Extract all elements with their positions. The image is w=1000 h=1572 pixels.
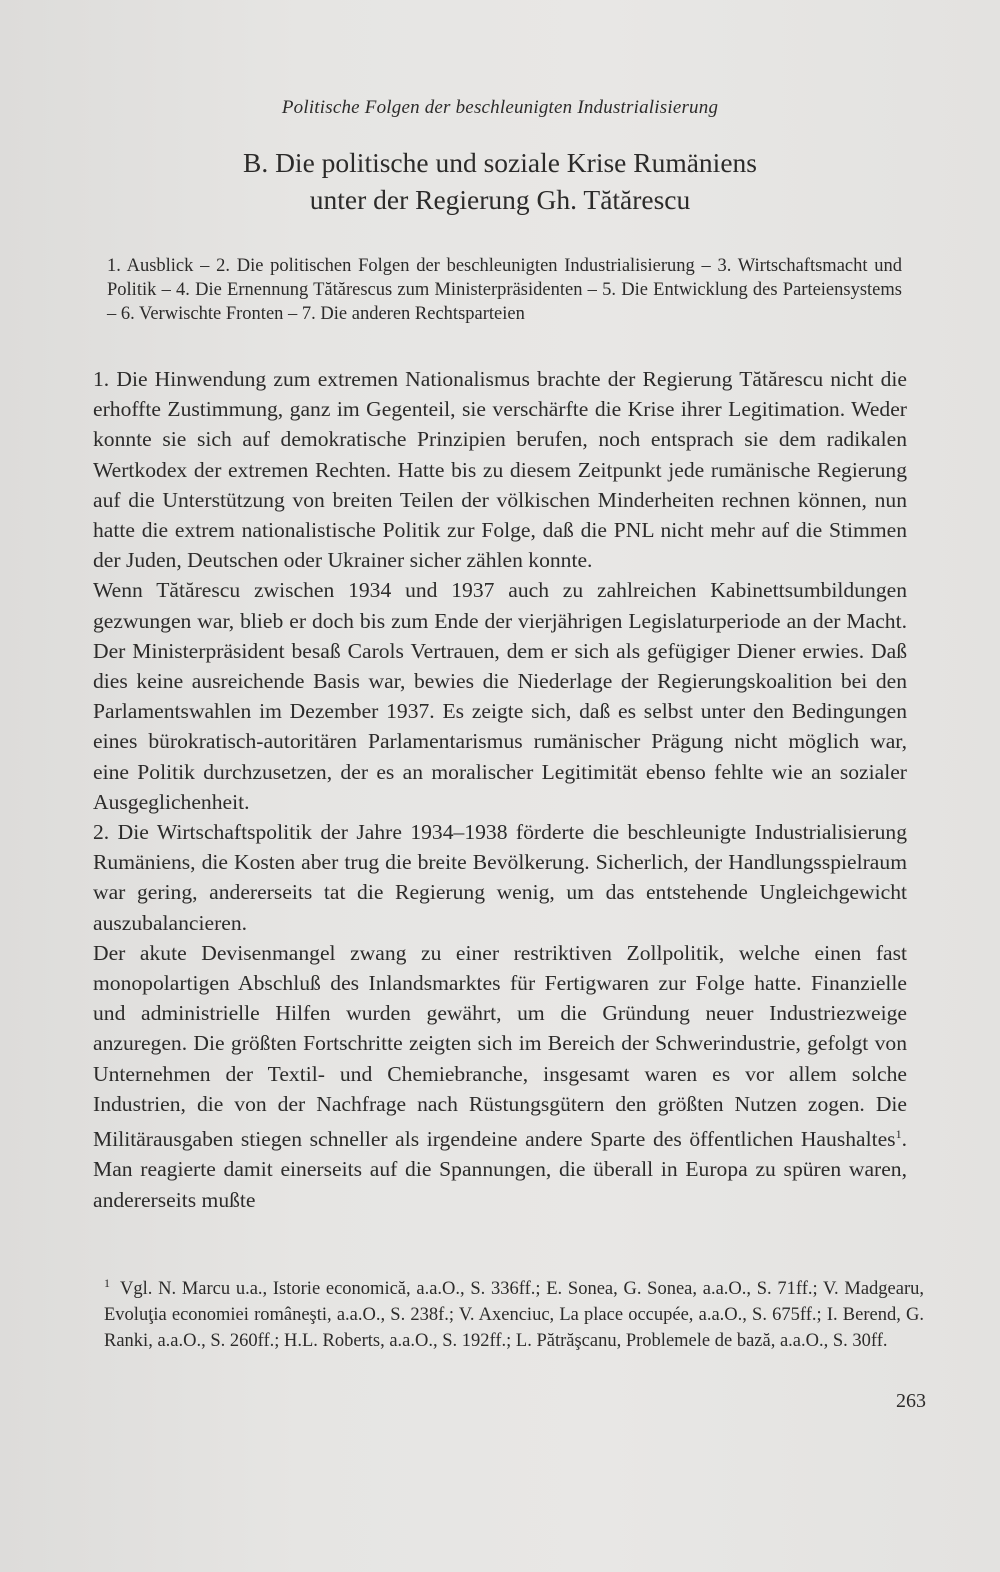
chapter-title-line-2: unter der Regierung Gh. Tătărescu: [309, 184, 691, 215]
footnote: [104, 1270, 924, 1354]
paragraph-4-tail: . Man reagierte damit einerseits: [93, 1127, 907, 1182]
chapter-title: [0, 144, 1000, 218]
paragraph-2: Wenn Tătărescu zwischen 1934 und 1937 auch zu zahlreichen Kabinettsumbildungen gezwungen war, blieb er doch bis zum Ende der vierjährigen Legislaturperiode an der Macht. Der Ministerpräsident besaß Carols Vertrauen, dem er sich als gefügiger Diener erwies. Daß dies keine ausreichende Basis war, bewies die Niederlage der Regierungskoalition bei den Parlamentswahlen im Dezember 1937. Es zeigte sich, daß es selbst unter den Bedingungen eines bürokratisch-autoritären Parlamentarismus rumänischer Prägung nicht möglich war, eine Politik durchzusetzen, der es an moralischer Legitimität ebenso fehlte wie an sozialer Ausgeglichenheit.: [93, 578, 907, 814]
paragraph-3: 2. Die Wirtschaftspolitik der Jahre 1934–1938 förderte die beschleunigte Industrialisierung Rumäniens, die Kosten aber trug die breite Bevölkerung. Sicherlich, der Handlungsspielraum war gering, andererseits tat die Regierung wenig, um das entstehende Ungleichgewicht auszubalancieren.: [93, 820, 907, 935]
chapter-summary: 1. Ausblick – 2. Die politischen Folgen der beschleunigten Industrialisierung – 3. Wirtschaftsmacht und Politik – 4. Die Ernennung Tătărescus zum Ministerpräsidenten – 5. Die Entwicklung des Parteiensystems – 6. Verwischte Fronten – 7. Die anderen Rechtsparteien: [107, 256, 902, 324]
paragraph-4-continuation: auf die Spannungen, die überall in Europa zu spüren waren, andererseits mußte: [93, 1157, 908, 1212]
page-number: 263: [896, 1390, 926, 1412]
paragraph-1: 1. Die Hinwendung zum extremen Nationalismus brachte der Regierung Tătărescu nicht die erhoffte Zustimmung, ganz im Gegenteil, sie verschärfte die Krise ihrer Legitimation. Weder konnte sie sich auf demokratische Prinzipien berufen, noch entsprach sie dem radikalen Wertkodex der extremen Rechten. Hatte bis zu diesem Zeitpunkt jede rumänische Regierung auf die Unterstützung von breiten Teilen der völkischen Minderheiten rechnen können, nun hatte die extrem nationalistische Politik zur Folge, daß die PNL nicht mehr auf die Stimmen der Juden, Deutschen oder Ukrainer sicher zählen konnte.: [93, 367, 907, 573]
paragraph-4: [93, 938, 907, 1215]
paragraph-4-text: Der akute Devisenmangel zwang zu einer restriktiven Zollpolitik, welche einen fast monopolartigen Abschluß des Inlandsmarktes für Fertigwaren zur Folge hatte. Finanzielle und administrielle Hilfen wurden gewährt, um die Gründung neuer Industriezweige anzuregen. Die größten Fortschritte zeigten sich im Bereich der Schwerindustrie, gefolgt von Unternehmen der Textil- und Chemiebranche, insgesamt waren es vor allem solche Industrien, die von der Nachfrage nach Rüstungsgütern den größten Nutzen zogen. Die Militärausgaben stiegen schneller als irgendeine andere Sparte des öffentlichen Haushaltes: [93, 940, 907, 1152]
footnote-reference: 1: [895, 1127, 902, 1142]
footnote-text: Vgl. N. Marcu u.a., Istorie economică, a.a.O., S. 336ff.; E. Sonea, G. Sonea, a.a.O., S. 71ff.; V. Madgearu, Evoluţia economiei româneşti, a.a.O., S. 238f.; V. Axenciuc, La place occupée, a.a.O., S. 675ff.; I. Berend, G. Ranki, a.a.O., S. 260ff.; H.L. Roberts, a.a.O., S. 192ff.; L. Pătrăşcanu, Problemele de bază, a.a.O., S. 30ff.: [104, 1279, 924, 1352]
chapter-title-line-1: B. Die politische und soziale Krise Rumäniens: [242, 147, 757, 178]
running-head: Politische Folgen der beschleunigten Industrialisierung: [281, 97, 719, 118]
body-text: [93, 364, 907, 1215]
footnote-marker: 1: [104, 1276, 110, 1290]
